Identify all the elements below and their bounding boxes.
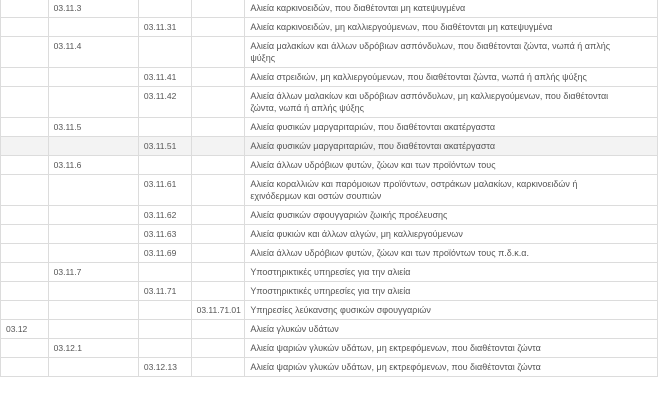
description-cell: Αλιεία άλλων μαλακίων και υδρόβιων ασπόνδυλων, μη καλλιεργούμενων, που διαθέτονται ζώντα, νωπά ή απλής ψύξης (245, 87, 658, 118)
level-2-cell (48, 68, 138, 87)
description-cell: Αλιεία φυσικών σφουγγαριών ζωικής προέλευσης (245, 206, 658, 225)
table-row[interactable] (1, 137, 658, 156)
level-2-cell (48, 137, 138, 156)
level-3-cell: 03.11.71 (138, 282, 191, 301)
description-cell: Αλιεία άλλων υδρόβιων φυτών, ζώων και των προϊόντων τους π.δ.κ.α. (245, 244, 658, 263)
table-row[interactable] (1, 68, 658, 87)
level-1-cell (1, 156, 49, 175)
description-cell: Αλιεία κοραλλιών και παρόμοιων προϊόντων, οστράκων μαλακίων, καρκινοειδών ή εχινόδερμων και οστών σουπιών (245, 175, 658, 206)
level-2-cell: 03.12.1 (48, 339, 138, 358)
table-row[interactable] (1, 339, 658, 358)
description-cell: Υποστηρικτικές υπηρεσίες για την αλιεία (245, 263, 658, 282)
level-2-cell (48, 225, 138, 244)
table-row[interactable] (1, 156, 658, 175)
level-4-cell (191, 118, 245, 137)
level-3-cell: 03.11.63 (138, 225, 191, 244)
level-4-cell (191, 282, 245, 301)
level-4-cell (191, 244, 245, 263)
level-2-cell (48, 87, 138, 118)
level-1-cell (1, 358, 49, 377)
level-1-cell (1, 301, 49, 320)
level-1-cell (1, 87, 49, 118)
description-cell: Αλιεία στρειδιών, μη καλλιεργούμενων, που διαθέτονται ζώντα, νωπά ή απλής ψύξης (245, 68, 658, 87)
level-1-cell: 03.12 (1, 320, 49, 339)
level-4-cell: 03.11.71.01 (191, 301, 245, 320)
level-3-cell (138, 37, 191, 68)
table-row[interactable] (1, 0, 658, 18)
table-row[interactable] (1, 118, 658, 137)
description-cell: Αλιεία φυσικών μαργαριταριών, που διαθέτονται ακατέργαστα (245, 118, 658, 137)
description-cell: Αλιεία άλλων υδρόβιων φυτών, ζώων και των προϊόντων τους (245, 156, 658, 175)
level-4-cell (191, 0, 245, 18)
level-3-cell: 03.11.61 (138, 175, 191, 206)
level-4-cell (191, 225, 245, 244)
table-row[interactable] (1, 358, 658, 377)
table-row[interactable] (1, 175, 658, 206)
description-cell: Υπηρεσίες λεύκανσης φυσικών σφουγγαριών (245, 301, 658, 320)
description-cell: Αλιεία ψαριών γλυκών υδάτων, μη εκτρεφόμενων, που διαθέτονται ζώντα (245, 339, 658, 358)
level-1-cell (1, 263, 49, 282)
level-4-cell (191, 339, 245, 358)
level-1-cell (1, 206, 49, 225)
description-cell: Αλιεία καρκινοειδών, που διαθέτονται μη κατεψυγμένα (245, 0, 658, 18)
description-cell: Αλιεία γλυκών υδάτων (245, 320, 658, 339)
level-1-cell (1, 339, 49, 358)
table-row[interactable] (1, 87, 658, 118)
level-1-cell (1, 68, 49, 87)
level-1-cell (1, 118, 49, 137)
table-row[interactable] (1, 37, 658, 68)
level-1-cell (1, 225, 49, 244)
level-2-cell (48, 244, 138, 263)
description-cell: Υποστηρικτικές υπηρεσίες για την αλιεία (245, 282, 658, 301)
level-4-cell (191, 156, 245, 175)
level-3-cell (138, 263, 191, 282)
level-2-cell (48, 282, 138, 301)
description-cell: Αλιεία φυκιών και άλλων αλγών, μη καλλιεργούμενων (245, 225, 658, 244)
description-cell: Αλιεία φυσικών μαργαριταριών, που διαθέτονται ακατέργαστα (245, 137, 658, 156)
level-2-cell (48, 358, 138, 377)
level-1-cell (1, 37, 49, 68)
level-4-cell (191, 263, 245, 282)
level-3-cell: 03.12.13 (138, 358, 191, 377)
level-2-cell: 03.11.5 (48, 118, 138, 137)
table-row[interactable] (1, 320, 658, 339)
level-1-cell (1, 137, 49, 156)
level-2-cell (48, 175, 138, 206)
table-row[interactable] (1, 282, 658, 301)
table-row[interactable] (1, 225, 658, 244)
level-4-cell (191, 68, 245, 87)
level-2-cell (48, 206, 138, 225)
level-1-cell (1, 18, 49, 37)
table-body (1, 0, 658, 377)
level-4-cell (191, 18, 245, 37)
level-4-cell (191, 87, 245, 118)
level-4-cell (191, 320, 245, 339)
level-4-cell (191, 37, 245, 68)
level-2-cell: 03.11.4 (48, 37, 138, 68)
level-2-cell (48, 18, 138, 37)
table-row[interactable] (1, 263, 658, 282)
level-3-cell: 03.11.31 (138, 18, 191, 37)
level-3-cell (138, 0, 191, 18)
level-2-cell (48, 301, 138, 320)
table-row[interactable] (1, 301, 658, 320)
level-2-cell: 03.11.6 (48, 156, 138, 175)
level-2-cell: 03.11.7 (48, 263, 138, 282)
level-3-cell: 03.11.41 (138, 68, 191, 87)
description-cell: Αλιεία ψαριών γλυκών υδάτων, μη εκτρεφόμενων, που διαθέτονται ζώντα (245, 358, 658, 377)
level-2-cell: 03.11.3 (48, 0, 138, 18)
level-4-cell (191, 175, 245, 206)
level-1-cell (1, 0, 49, 18)
level-3-cell: 03.11.51 (138, 137, 191, 156)
level-3-cell (138, 156, 191, 175)
level-3-cell: 03.11.62 (138, 206, 191, 225)
description-cell: Αλιεία καρκινοειδών, μη καλλιεργούμενων, που διαθέτονται μη κατεψυγμένα (245, 18, 658, 37)
level-1-cell (1, 282, 49, 301)
description-cell: Αλιεία μαλακίων και άλλων υδρόβιων ασπόνδυλων, που διαθέτονται ζώντα, νωπά ή απλής ψύξης (245, 37, 658, 68)
level-3-cell (138, 118, 191, 137)
level-3-cell: 03.11.69 (138, 244, 191, 263)
table-row[interactable] (1, 18, 658, 37)
level-2-cell (48, 320, 138, 339)
level-3-cell (138, 320, 191, 339)
level-3-cell: 03.11.42 (138, 87, 191, 118)
table-row[interactable] (1, 244, 658, 263)
level-4-cell (191, 358, 245, 377)
level-3-cell (138, 301, 191, 320)
table-row[interactable] (1, 206, 658, 225)
level-1-cell (1, 175, 49, 206)
level-4-cell (191, 137, 245, 156)
level-3-cell (138, 339, 191, 358)
level-1-cell (1, 244, 49, 263)
level-4-cell (191, 206, 245, 225)
